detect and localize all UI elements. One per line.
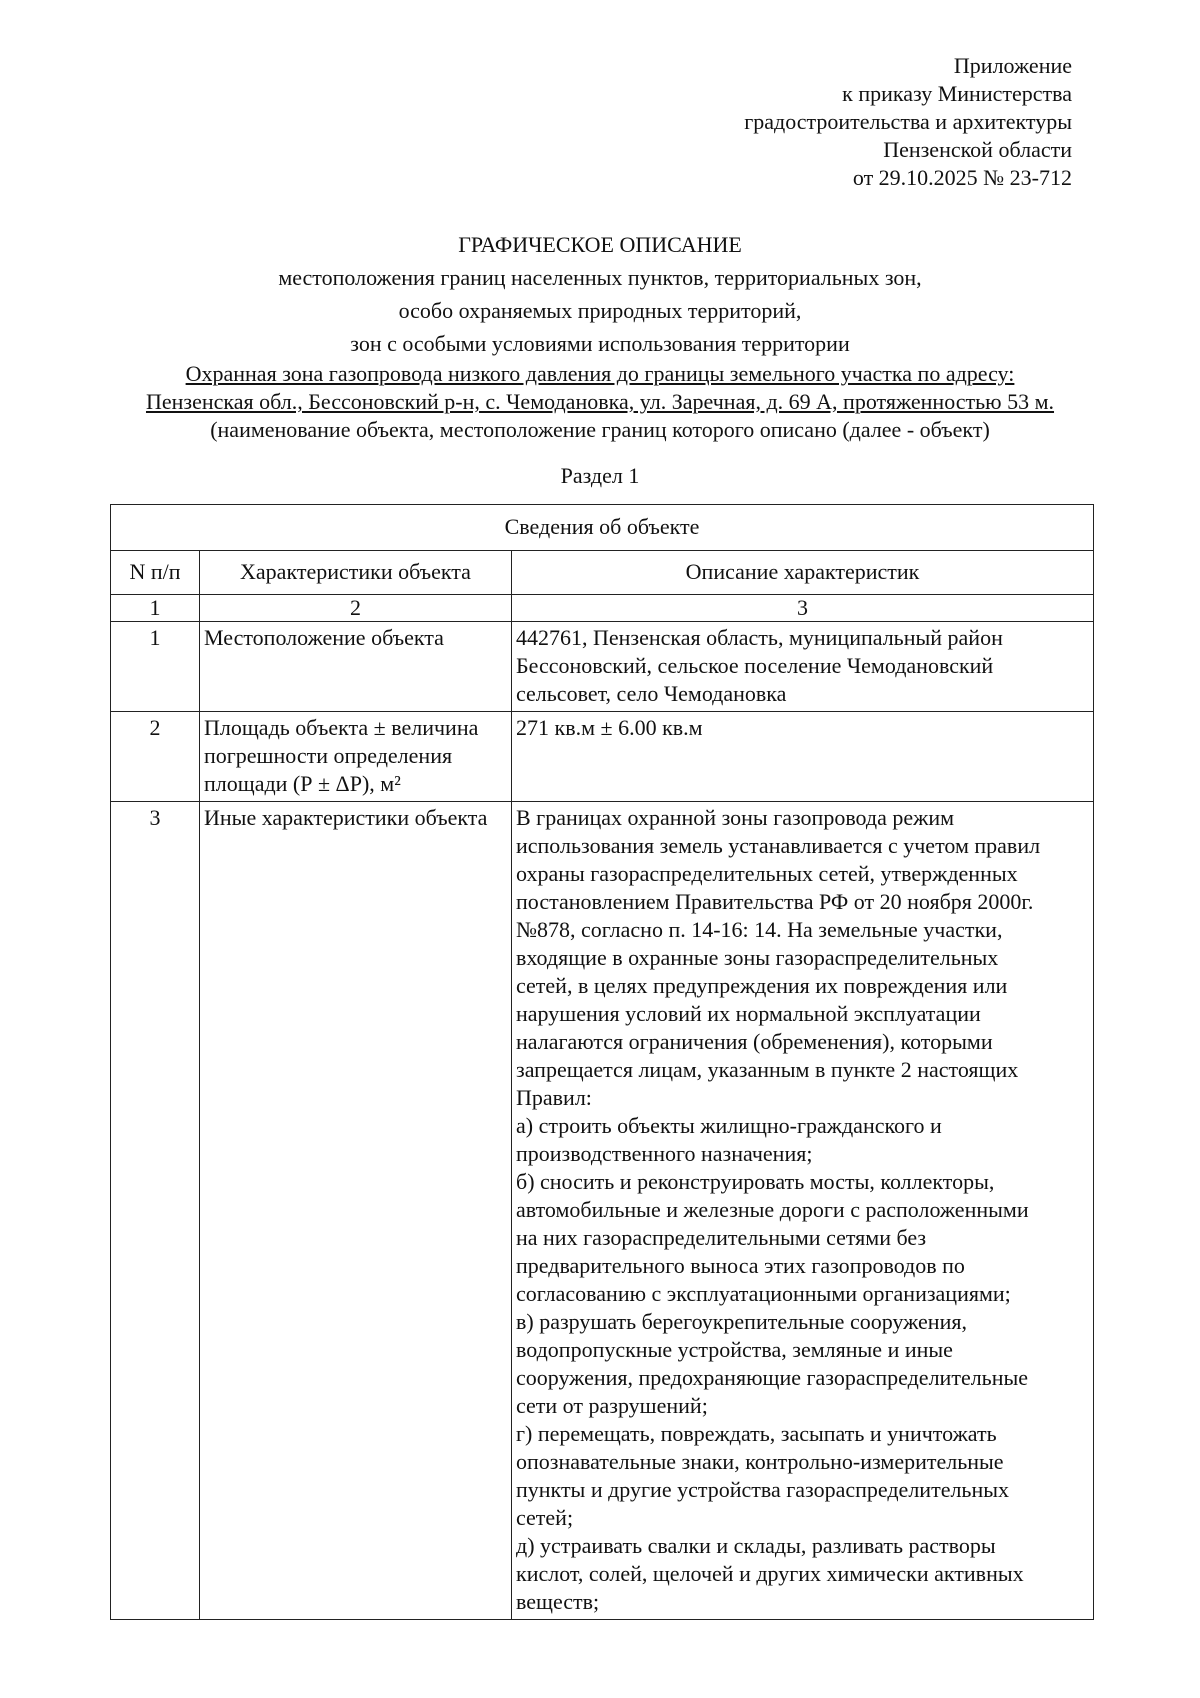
cell-line: погрешности определения bbox=[204, 743, 453, 768]
cell-line: пункты и другие устройства газораспределительных bbox=[516, 1477, 1010, 1502]
appendix-line: градостроительства и архитектуры bbox=[744, 109, 1072, 134]
cell-line: д) устраивать свалки и склады, разливать растворы bbox=[516, 1533, 996, 1558]
object-name-line: Пензенская обл., Бессоновский р-н, с. Чемодановка, ул. Заречная, д. 69 А, протяженностью 53 м. bbox=[145, 389, 1055, 414]
table-row bbox=[111, 802, 1094, 1620]
cell-line: площади (Р ± ΔР), м² bbox=[204, 771, 401, 796]
cell-line: сельсовет, село Чемодановка bbox=[516, 681, 787, 706]
document-heading bbox=[100, 228, 1100, 444]
cell-line: использования земель устанавливается с учетом правил bbox=[516, 833, 1041, 858]
row-characteristic bbox=[200, 712, 512, 802]
subtitle-line: зон с особыми условиями использования территории bbox=[350, 331, 850, 356]
appendix-line: Приложение bbox=[953, 53, 1072, 78]
column-number: 2 bbox=[200, 595, 512, 622]
cell-line: Иные характеристики объекта bbox=[204, 805, 488, 830]
table-header-row bbox=[111, 551, 1094, 595]
section-label: Раздел 1 bbox=[560, 463, 640, 488]
cell-line: Местоположение объекта bbox=[204, 625, 444, 650]
cell-line: в) разрушать берегоукрепительные сооружения, bbox=[516, 1309, 967, 1334]
cell-line: на них газораспределительными сетями без bbox=[516, 1225, 927, 1250]
cell-line: водопропускные устройства, земляные и иные bbox=[516, 1337, 953, 1362]
cell-line: б) сносить и реконструировать мосты, коллекторы, bbox=[516, 1169, 995, 1194]
column-number: 3 bbox=[512, 595, 1094, 622]
cell-line: налагаются ограничения (обременения), которыми bbox=[516, 1029, 993, 1054]
document-title: ГРАФИЧЕСКОЕ ОПИСАНИЕ bbox=[458, 232, 742, 257]
subtitle-line: особо охраняемых природных территорий, bbox=[398, 298, 802, 323]
cell-line: запрещается лицам, указанным в пункте 2 настоящих bbox=[516, 1057, 1019, 1082]
cell-line: В границах охранной зоны газопровода режим bbox=[516, 805, 955, 830]
header-characteristic: Характеристики объекта bbox=[200, 551, 512, 595]
row-number: 2 bbox=[111, 712, 200, 802]
cell-line: Бессоновский, сельское поселение Чемодановский bbox=[516, 653, 994, 678]
column-number-row bbox=[111, 595, 1094, 622]
cell-line: веществ; bbox=[516, 1589, 600, 1614]
cell-line: сети от разрушений; bbox=[516, 1393, 708, 1418]
subtitle-line: местоположения границ населенных пунктов, территориальных зон, bbox=[278, 265, 922, 290]
cell-line: сетей, в целях предупреждения их повреждения или bbox=[516, 973, 1008, 998]
appendix-line: от 29.10.2025 № 23-712 bbox=[852, 165, 1072, 190]
cell-line: сооружения, предохраняющие газораспределительные bbox=[516, 1365, 1029, 1390]
row-number: 3 bbox=[111, 802, 200, 1620]
header-description: Описание характеристик bbox=[512, 551, 1094, 595]
cell-line: Правил: bbox=[516, 1085, 592, 1110]
cell-line: предварительного выноса этих газопроводов по bbox=[516, 1253, 965, 1278]
cell-line: автомобильные и железные дороги с расположенными bbox=[516, 1197, 1029, 1222]
cell-line: сетей; bbox=[516, 1505, 574, 1530]
cell-line: Площадь объекта ± величина bbox=[204, 715, 479, 740]
column-number: 1 bbox=[111, 595, 200, 622]
cell-line: входящие в охранные зоны газораспределительных bbox=[516, 945, 999, 970]
cell-line: 442761, Пензенская область, муниципальный район bbox=[516, 625, 1003, 650]
cell-line: нарушения условий их нормальной эксплуатации bbox=[516, 1001, 981, 1026]
appendix-block bbox=[744, 52, 1072, 192]
cell-line: кислот, солей, щелочей и других химически активных bbox=[516, 1561, 1024, 1586]
appendix-line: к приказу Министерства bbox=[842, 81, 1072, 106]
object-name-line: Охранная зона газопровода низкого давления до границы земельного участка по адресу: bbox=[185, 361, 1015, 386]
table-row bbox=[111, 622, 1094, 712]
cell-line: постановлением Правительства РФ от 20 ноября 2000г. bbox=[516, 889, 1034, 914]
appendix-line: Пензенской области bbox=[883, 137, 1072, 162]
table-title-row bbox=[111, 505, 1094, 551]
cell-line: а) строить объекты жилищно-гражданского и bbox=[516, 1113, 942, 1138]
cell-line: производственного назначения; bbox=[516, 1141, 813, 1166]
table-title: Сведения об объекте bbox=[111, 505, 1094, 551]
row-description bbox=[512, 802, 1094, 1620]
header-num: N п/п bbox=[111, 551, 200, 595]
row-characteristic bbox=[200, 802, 512, 1620]
cell-line: охраны газораспределительных сетей, утвержденных bbox=[516, 861, 1018, 886]
row-description bbox=[512, 712, 1094, 802]
cell-line: г) перемещать, повреждать, засыпать и уничтожать bbox=[516, 1421, 997, 1446]
row-description bbox=[512, 622, 1094, 712]
cell-line: согласованию с эксплуатационными организациями; bbox=[516, 1281, 1011, 1306]
cell-line: опознавательные знаки, контрольно-измерительные bbox=[516, 1449, 1004, 1474]
row-number: 1 bbox=[111, 622, 200, 712]
cell-line: №878, согласно п. 14-16: 14. На земельные участки, bbox=[516, 917, 1003, 942]
cell-line: 271 кв.м ± 6.00 кв.м bbox=[516, 715, 703, 740]
table-row bbox=[111, 712, 1094, 802]
row-characteristic bbox=[200, 622, 512, 712]
object-info-table bbox=[110, 504, 1094, 1620]
object-caption: (наименование объекта, местоположение границ которого описано (далее - объект) bbox=[210, 417, 990, 442]
